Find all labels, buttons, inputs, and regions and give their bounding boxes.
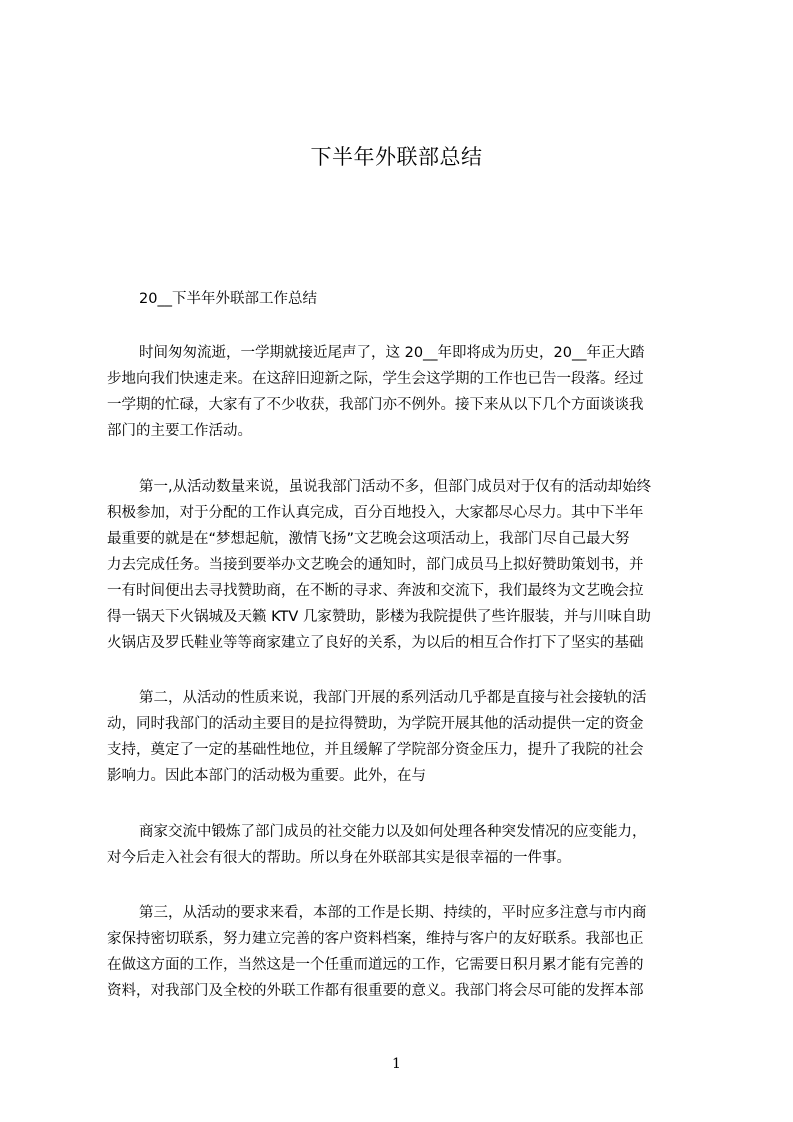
paragraph-line: 商家交流中锻炼了部门成员的社交能力以及如何处理各种突发情况的应变能力， xyxy=(139,824,647,840)
paragraph-second-point xyxy=(107,685,697,789)
paragraph-line: 积极参加，对于分配的工作认真完成，百分百地投入，大家都尽心尽力。其中下半年 xyxy=(107,505,644,521)
page-number: 1 xyxy=(392,1056,401,1072)
paragraph-first-point xyxy=(107,474,697,656)
paragraph-line: 步地向我们快速走来。在这辞旧迎新之际，学生会这学期的工作也已告一段落。经过 xyxy=(107,371,644,387)
paragraph-line: 火锅店及罗氏鞋业等等商家建立了良好的关系，为以后的相互合作打下了坚实的基础 xyxy=(107,635,644,651)
paragraph-intro xyxy=(107,340,697,444)
document-title: 下半年外联部总结 xyxy=(310,145,483,169)
paragraph-line: 对今后走入社会有很大的帮助。所以身在外联部其实是很幸福的一件事。 xyxy=(107,850,571,866)
paragraph-line: 一学期的忙碌，大家有了不少收获，我部门亦不例外。接下来从以下几个方面谈谈我 xyxy=(107,397,644,413)
paragraph-line: 第一,从活动数量来说，虽说我部门活动不多，但部门成员对于仅有的活动却始终 xyxy=(139,479,652,495)
paragraph-line: 第二，从活动的性质来说，我部门开展的系列活动几乎都是直接与社会接轨的活 xyxy=(139,690,647,706)
paragraph-line: 动，同时我部门的活动主要目的是拉得赞助，为学院开展其他的活动提供一定的资金 xyxy=(107,716,644,732)
paragraph-line: 力去完成任务。当接到要举办文艺晚会的通知时，部门成员马上拟好赞助策划书，并 xyxy=(107,557,644,573)
paragraph-line: 一有时间便出去寻找赞助商，在不断的寻求、奔波和交流下，我们最终为文艺晚会拉 xyxy=(107,583,644,599)
paragraph-continuation xyxy=(107,819,697,871)
paragraph-line: 影响力。因此本部门的活动极为重要。此外，在与 xyxy=(107,768,426,784)
paragraph-line: 在做这方面的工作，当然这是一个任重而道远的工作，它需要日积月累才能有完善的 xyxy=(107,957,644,973)
paragraph-line: 部门的主要工作活动。 xyxy=(107,423,252,439)
paragraph-line: 支持，奠定了一定的基础性地位，并且缓解了学院部分资金压力，提升了我院的社会 xyxy=(107,742,644,758)
paragraph-line: 家保持密切联系，努力建立完善的客户资料档案，维持与客户的友好联系。我部也正 xyxy=(107,931,644,947)
paragraph-line: 得一锅天下火锅城及天籁 KTV 几家赞助，影楼为我院提供了些许服装，并与川味自助 xyxy=(107,609,651,625)
paragraph-line: 最重要的就是在“梦想起航，激情飞扬”文艺晚会这项活动上，我部门尽自己最大努 xyxy=(107,531,630,547)
paragraph-line: 时间匆匆流逝，一学期就接近尾声了，这 20__年即将成为历史，20__年正大踏 xyxy=(139,345,645,361)
paragraph-third-point xyxy=(107,900,697,1004)
document-subtitle: 20__下半年外联部工作总结 xyxy=(139,291,317,307)
paragraph-line: 第三，从活动的要求来看，本部的工作是长期、持续的，平时应多注意与市内商 xyxy=(139,905,647,921)
paragraph-line: 资料，对我部门及全校的外联工作都有很重要的意义。我部门将会尽可能的发挥本部 xyxy=(107,983,644,999)
